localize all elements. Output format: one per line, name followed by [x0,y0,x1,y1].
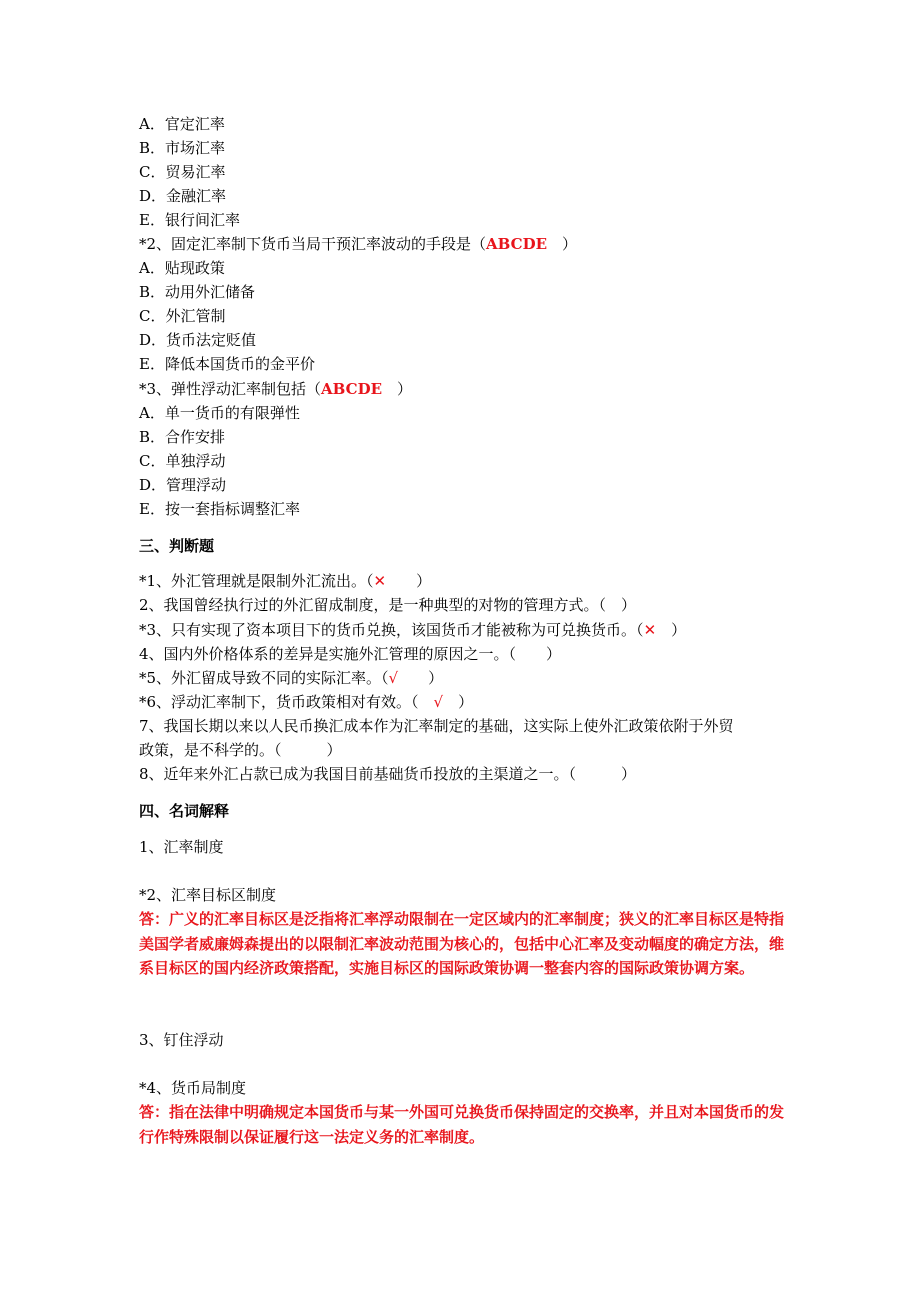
judge-item-6-close: ） [443,693,474,711]
judge-item-3 [139,618,686,642]
judge-item-7-line2: 政策，是不科学的。（ ） [139,741,342,759]
q3-stem-text: *3、弹性浮动汇率制包括（ [139,380,322,398]
judge-item-1-close: ） [386,572,432,590]
q2-option-e: E．降低本国货币的金平价 [139,355,315,373]
judge-item-1-text: *1、外汇管理就是限制外汇流出。（ [139,572,374,590]
check-mark-icon: √ [433,693,444,711]
judge-item-5-text: *5、外汇留成导致不同的实际汇率。（ [139,669,389,687]
q2-close: ） [547,235,578,253]
q2-option-a: A．贴现政策 [139,259,225,277]
q1-option-b: B．市场汇率 [139,139,226,157]
q1-option-e: E．银行间汇率 [139,211,240,229]
q1-option-c: C．贸易汇率 [139,163,226,181]
judge-item-8: 8、近年来外汇占款已成为我国目前基础货币投放的主渠道之一。（ ） [139,765,637,783]
judge-item-5 [139,666,443,690]
cross-mark-icon: ✕ [643,621,657,639]
judge-item-4: 4、国内外价格体系的差异是实施外汇管理的原因之一。（ ） [139,645,562,663]
term-2: *2、汇率目标区制度 [139,886,277,904]
q2-stem [139,232,577,256]
q3-option-a: A．单一货币的有限弹性 [139,404,300,422]
q3-stem [139,377,412,401]
term-1: 1、汇率制度 [139,838,224,856]
judge-item-2: 2、我国曾经执行过的外汇留成制度，是一种典型的对物的管理方式。（ ） [139,596,637,614]
judge-item-6 [139,690,473,714]
term-4: *4、货币局制度 [139,1079,247,1097]
judge-item-5-close: ） [398,669,444,687]
q2-answer: ABCDE [486,235,548,253]
q2-option-c: C．外汇管制 [139,307,226,325]
answer-4: 答：指在法律中明确规定本国货币与某一外国可兑换货币保持固定的交换率，并且对本国货币的发行作特殊限制以保证履行这一法定义务的汇率制度。 [139,1103,785,1146]
term-3: 3、钉住浮动 [139,1031,224,1049]
section3-heading: 三、判断题 [139,537,215,555]
check-mark-icon: √ [388,669,399,687]
section4-heading: 四、名词解释 [139,802,230,820]
q3-option-c: C．单独浮动 [139,452,226,470]
q3-option-d: D．管理浮动 [139,476,227,494]
q3-close: ） [382,380,413,398]
judge-item-7-line1: 7、我国长期以来以人民币换汇成本作为汇率制定的基础，这实际上使外汇政策依附于外贸 [139,717,734,735]
judge-item-6-text: *6、浮动汇率制下，货币政策相对有效。（ [139,693,434,711]
q1-option-a: A．官定汇率 [139,115,225,133]
q1-option-d: D．金融汇率 [139,187,227,205]
q3-option-e: E．按一套指标调整汇率 [139,500,300,518]
cross-mark-icon: ✕ [373,572,387,590]
q2-option-b: B．动用外汇储备 [139,283,256,301]
judge-item-3-text: *3、只有实现了资本项目下的货币兑换，该国货币才能被称为可兑换货币。（ [139,621,644,639]
q2-option-d: D．货币法定贬值 [139,331,257,349]
q2-stem-text: *2、固定汇率制下货币当局干预汇率波动的手段是（ [139,235,487,253]
answer-2: 答：广义的汇率目标区是泛指将汇率浮动限制在一定区域内的汇率制度；狭义的汇率目标区是特指美国学者威廉姆森提出的以限制汇率波动范围为核心的，包括中心汇率及变动幅度的确定方法，维系目标区的国内经济政策搭配，实施目标区的国际政策协调一整套内容的国际政策协调方案。 [139,910,785,977]
judge-item-3-close: ） [656,621,687,639]
judge-item-1 [139,569,431,593]
q3-answer: ABCDE [321,380,383,398]
q3-option-b: B．合作安排 [139,428,226,446]
